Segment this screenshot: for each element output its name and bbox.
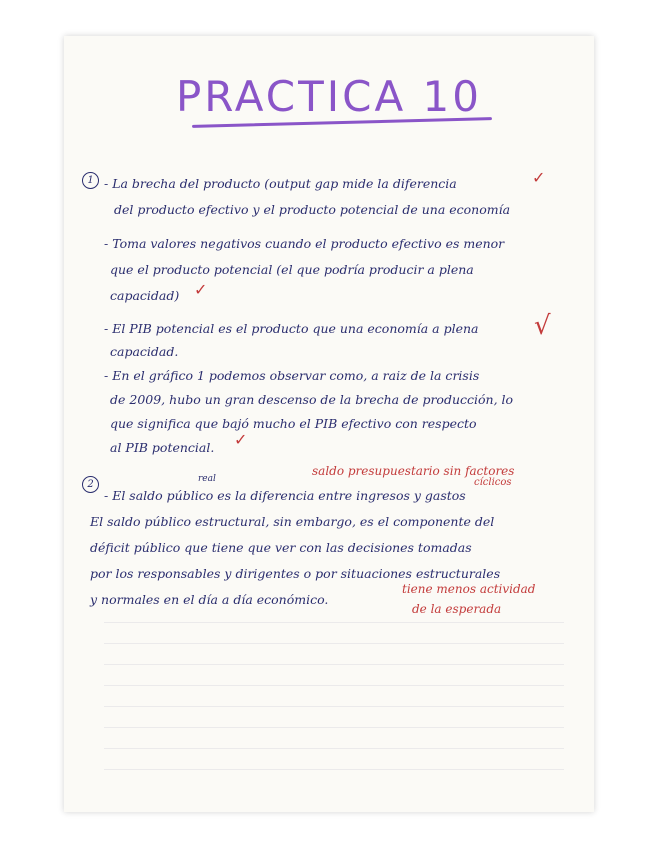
annotation-ciclicos: cíclicos [474,477,512,488]
s1-line-9: de 2009, hubo un gran descenso de la brecha de producción, lo [110,392,514,407]
s2-line-3: déficit público que tiene que ver con las decisiones tomadas [90,540,472,555]
annotation-actividad-2: de la esperada [412,602,502,616]
s1-line-11: al PIB potencial. [110,440,215,455]
s1-line-3: - Toma valores negativos cuando el producto efectivo es menor [104,236,505,251]
s1-line-10: que significa que bajó mucho el PIB efectivo con respecto [110,416,477,431]
s1-line-8: - En el gráfico 1 podemos observar como, a raiz de la crisis [104,368,480,383]
s1-line-4: que el producto potencial (el que podría producir a plena [110,262,474,277]
section-2-number: 2 [82,476,99,493]
s2-line-2: El saldo público estructural, sin embargo, es el componente del [90,514,495,529]
annotation-real: real [198,474,216,484]
notebook-page [64,36,594,812]
s2-line-1: - El saldo público es la diferencia entre ingresos y gastos [104,488,466,503]
s2-line-4: por los responsables y dirigentes o por situaciones estructurales [90,566,501,581]
checkmark-icon: √ [534,311,551,341]
page-title: PRACTICA 10 [175,72,483,121]
s1-line-7: capacidad. [110,344,179,359]
s1-line-2: del producto efectivo y el producto potencial de una economía [114,202,511,217]
checkmark-icon: ✓ [532,168,546,187]
checkmark-icon: ✓ [234,430,248,449]
checkmark-icon: ✓ [194,280,208,299]
annotation-saldo: saldo presupuestario sin factores [312,464,515,478]
s2-line-5: y normales en el día a día económico. [90,592,329,607]
s1-line-1: - La brecha del producto (output gap mide la diferencia [104,176,457,191]
section-1-number: 1 [82,172,99,189]
s1-line-5: capacidad) [110,288,180,303]
annotation-actividad-1: tiene menos actividad [402,582,536,596]
show-through-lines [104,622,564,790]
s1-line-6: - El PIB potencial es el producto que una economía a plena [104,321,479,336]
